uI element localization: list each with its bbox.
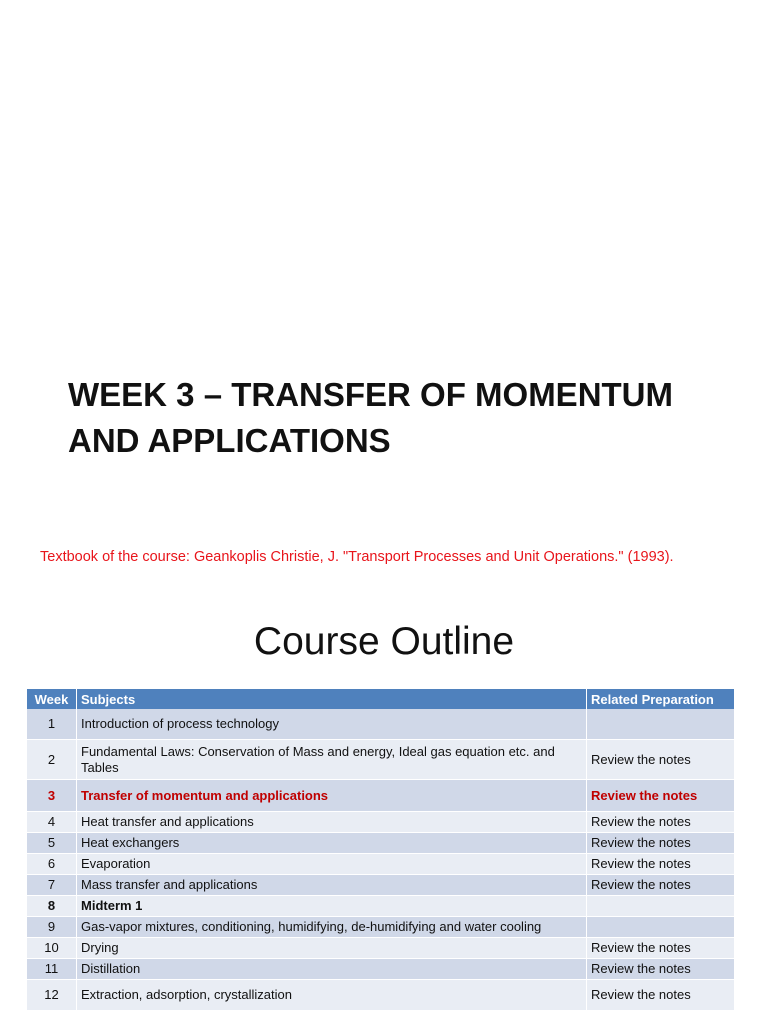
- week-cell: 10: [27, 938, 77, 959]
- subject-cell: Fundamental Laws: Conservation of Mass and energy, Ideal gas equation etc. and Tables: [77, 740, 587, 780]
- prep-cell: Review the notes: [587, 854, 735, 875]
- table-row: [27, 833, 735, 854]
- slide-title-line-1: WEEK 3 – TRANSFER OF MOMENTUM: [68, 376, 674, 413]
- subject-cell: Midterm 1: [77, 896, 587, 917]
- subject-cell: Heat exchangers: [77, 833, 587, 854]
- prep-cell: [587, 917, 735, 938]
- prep-cell: Review the notes: [587, 780, 735, 812]
- course-outline-table: [27, 689, 735, 1011]
- subject-cell: Distillation: [77, 959, 587, 980]
- week-cell: 12: [27, 980, 77, 1011]
- subject-cell: Evaporation: [77, 854, 587, 875]
- table-row-midterm: [27, 896, 735, 917]
- header-subjects: Subjects: [77, 689, 587, 709]
- prep-cell: [587, 896, 735, 917]
- table-row-current-week: [27, 780, 735, 812]
- subject-cell: Heat transfer and applications: [77, 812, 587, 833]
- prep-cell: Review the notes: [587, 980, 735, 1011]
- table-row: [27, 812, 735, 833]
- table-header-row: [27, 689, 735, 709]
- prep-cell: Review the notes: [587, 938, 735, 959]
- prep-cell: [587, 709, 735, 740]
- subject-cell: Transfer of momentum and applications: [77, 780, 587, 812]
- table-row: [27, 875, 735, 896]
- table-row: [27, 854, 735, 875]
- week-cell: 11: [27, 959, 77, 980]
- table-row: [27, 938, 735, 959]
- subject-cell: Mass transfer and applications: [77, 875, 587, 896]
- table-row: [27, 917, 735, 938]
- table-row: [27, 959, 735, 980]
- subject-cell: Drying: [77, 938, 587, 959]
- prep-cell: Review the notes: [587, 833, 735, 854]
- slide-title: [68, 372, 728, 464]
- subject-cell: Gas-vapor mixtures, conditioning, humidifying, de-humidifying and water cooling: [77, 917, 587, 938]
- week-cell: 7: [27, 875, 77, 896]
- header-related-preparation: Related Preparation: [587, 689, 735, 709]
- header-week: Week: [27, 689, 77, 709]
- textbook-reference: Textbook of the course: Geankoplis Christie, J. "Transport Processes and Unit Operations." (1993).: [40, 549, 674, 565]
- subject-cell: Extraction, adsorption, crystallization: [77, 980, 587, 1011]
- course-outline-heading: Course Outline: [253, 620, 515, 663]
- table-row: [27, 980, 735, 1011]
- subject-cell: Introduction of process technology: [77, 709, 587, 740]
- prep-cell: Review the notes: [587, 812, 735, 833]
- week-cell: 6: [27, 854, 77, 875]
- week-cell: 9: [27, 917, 77, 938]
- prep-cell: Review the notes: [587, 875, 735, 896]
- week-cell: 2: [27, 740, 77, 780]
- week-cell: 1: [27, 709, 77, 740]
- week-cell: 3: [27, 780, 77, 812]
- week-cell: 5: [27, 833, 77, 854]
- week-cell: 4: [27, 812, 77, 833]
- slide-title-line-2: AND APPLICATIONS: [68, 422, 391, 459]
- week-cell: 8: [27, 896, 77, 917]
- prep-cell: Review the notes: [587, 959, 735, 980]
- prep-cell: Review the notes: [587, 740, 735, 780]
- table-row: [27, 709, 735, 740]
- table-row: [27, 740, 735, 780]
